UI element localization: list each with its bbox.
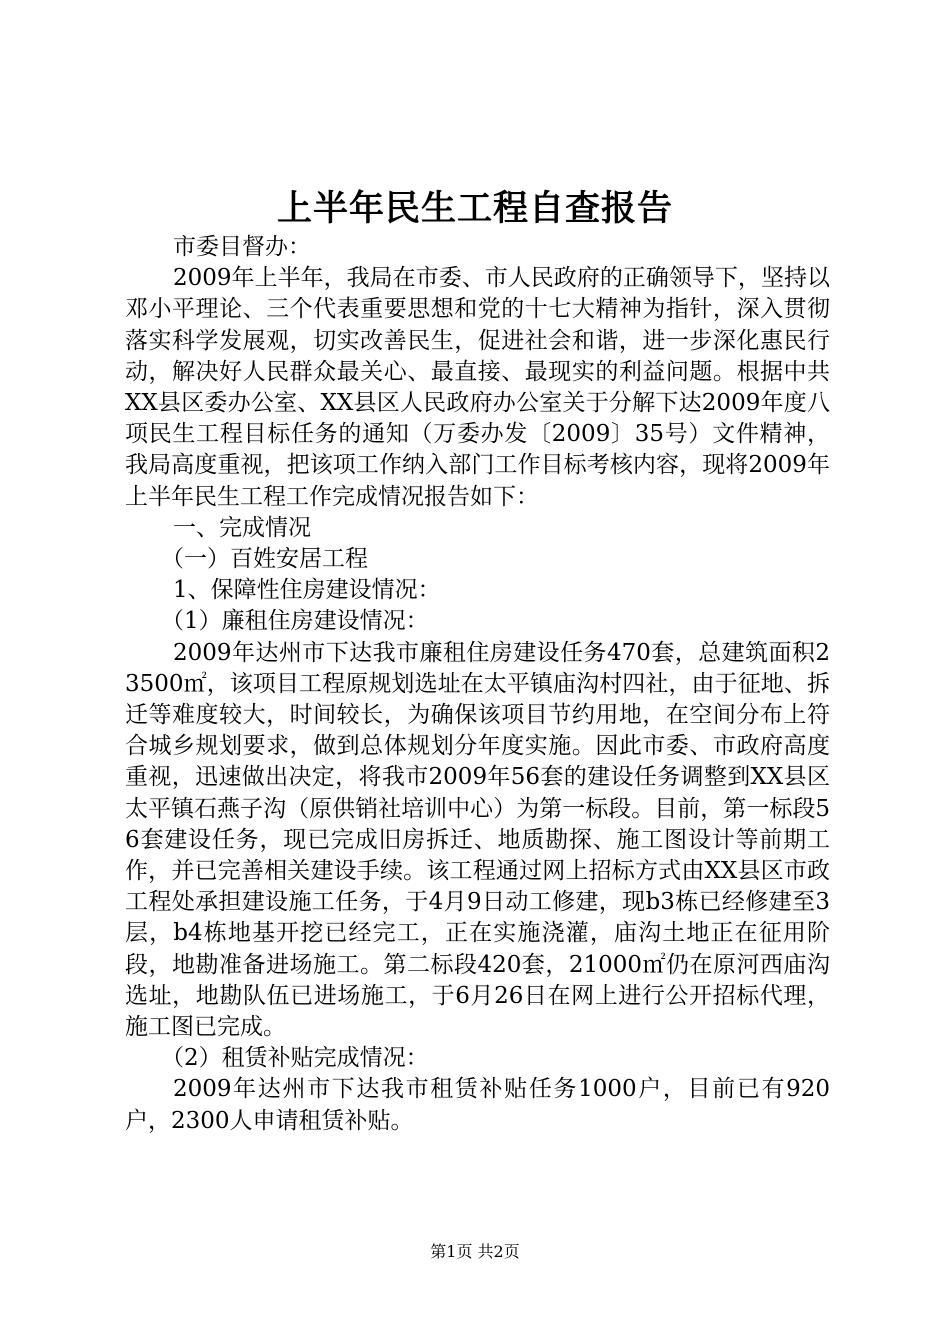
- subitem-heading-2: （2）租赁补贴完成情况：: [161, 1045, 429, 1072]
- section-heading-1: 一、完成情况: [173, 514, 311, 541]
- subsection-heading-1: （一）百姓安居工程: [161, 546, 368, 573]
- salutation: 市委目督办：: [173, 234, 311, 260]
- document-title: 上半年民生工程自查报告: [276, 188, 673, 229]
- paragraph-housing: 2009年达州市下达我市廉租住房建设任务470套，总建筑面积23500㎡，该项目工程原规划选址在太平镇庙沟村四社，由于征地、拆迁等难度较大，时间较长，为确保该项目节约用地，在空间分布上符合城乡规划要求，做到总体规划分年度实施。因此市委、市政府高度重视，迅速做出决定，将我市2009年56套的建设任务调整到XX县区太平镇石燕子沟（原供销社培训中心）为第一标段。目前，第一标段56套建设任务，现已完成旧房拆迁、地质勘探、施工图设计等前期工作，并已完善相关建设手续。该工程通过网上招标方式由XX县区市政工程处承担建设施工任务，于4月9日动工修建，现b3栋已经修建至3层，b4栋地基开挖已经完工，正在实施浇灌，庙沟土地正在征用阶段，地勘准备进场施工。第二标段420套，21000㎡仍在原河西庙沟选址，地勘队伍已进场施工，于6月26日在网上进行公开招标代理，施工图已完成。: [125, 639, 830, 1041]
- paragraph-intro: 2009年上半年，我局在市委、市人民政府的正确领导下，坚持以邓小平理论、三个代表重要思想和党的十七大精神为指针，深入贯彻落实科学发展观，切实改善民生，促进社会和谐，进一步深化惠民行动，解决好人民群众最关心、最直接、最现实的利益问题。根据中共XX县区委办公室、XX县区人民政府办公室关于分解下达2009年度八项民生工程目标任务的通知（万委办发〔2009〕35号）文件精神，我局高度重视，把该项工作纳入部门工作目标考核内容，现将2009年上半年民生工程工作完成情况报告如下：: [125, 265, 830, 510]
- document-body: [125, 232, 830, 1137]
- subitem-heading-1: （1）廉租住房建设情况：: [161, 608, 429, 635]
- paragraph-subsidy: 2009年达州市下达我市租赁补贴任务1000户，目前已有920户，2300人申请租赁补贴。: [125, 1076, 830, 1134]
- page-footer: 第1页 共2页: [430, 1242, 520, 1261]
- item-heading-1: 1、保障性住房建设情况：: [173, 577, 441, 604]
